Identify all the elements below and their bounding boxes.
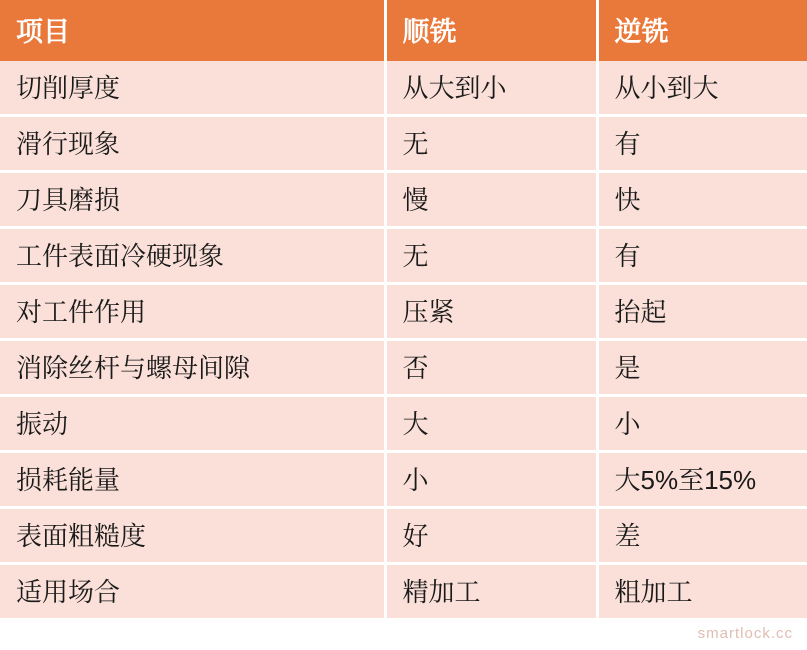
cell-climb: 无	[385, 116, 597, 172]
row-label: 对工件作用	[0, 284, 385, 340]
table-row	[0, 396, 807, 452]
cell-conventional: 有	[597, 116, 807, 172]
table-row	[0, 508, 807, 564]
row-label: 切削厚度	[0, 61, 385, 116]
row-label: 适用场合	[0, 564, 385, 619]
cell-conventional: 抬起	[597, 284, 807, 340]
table-header-row	[0, 0, 807, 61]
row-label: 损耗能量	[0, 452, 385, 508]
cell-climb: 小	[385, 452, 597, 508]
cell-climb: 否	[385, 340, 597, 396]
cell-climb: 大	[385, 396, 597, 452]
table-row	[0, 340, 807, 396]
cell-conventional: 小	[597, 396, 807, 452]
watermark: smartlock.cc	[697, 625, 793, 642]
cell-conventional: 是	[597, 340, 807, 396]
column-header-climb-milling: 顺铣	[385, 0, 597, 61]
row-label: 工件表面冷硬现象	[0, 228, 385, 284]
cell-conventional: 差	[597, 508, 807, 564]
table-body	[0, 61, 807, 618]
table-row	[0, 284, 807, 340]
table-header	[0, 0, 807, 61]
table-row	[0, 228, 807, 284]
table-row	[0, 452, 807, 508]
cell-conventional: 粗加工	[597, 564, 807, 619]
cell-climb: 从大到小	[385, 61, 597, 116]
table-row	[0, 564, 807, 619]
cell-climb: 精加工	[385, 564, 597, 619]
row-label: 消除丝杆与螺母间隙	[0, 340, 385, 396]
row-label: 振动	[0, 396, 385, 452]
cell-climb: 压紧	[385, 284, 597, 340]
row-label: 刀具磨损	[0, 172, 385, 228]
cell-conventional: 有	[597, 228, 807, 284]
cell-conventional: 快	[597, 172, 807, 228]
cell-climb: 好	[385, 508, 597, 564]
table-row	[0, 61, 807, 116]
row-label: 滑行现象	[0, 116, 385, 172]
cell-climb: 无	[385, 228, 597, 284]
table-row	[0, 172, 807, 228]
cell-climb: 慢	[385, 172, 597, 228]
cell-conventional: 大5%至15%	[597, 452, 807, 508]
table-row	[0, 116, 807, 172]
column-header-item: 项目	[0, 0, 385, 61]
row-label: 表面粗糙度	[0, 508, 385, 564]
cell-conventional: 从小到大	[597, 61, 807, 116]
column-header-conventional-milling: 逆铣	[597, 0, 807, 61]
